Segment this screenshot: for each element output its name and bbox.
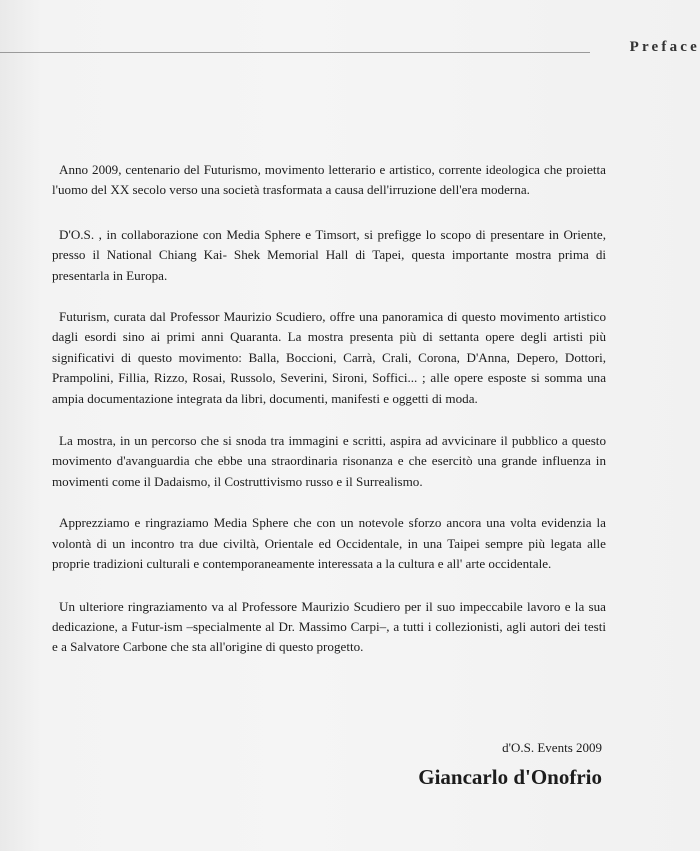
header-rule bbox=[0, 52, 590, 53]
signature-organization: d'O.S. Events 2009 bbox=[502, 740, 602, 755]
paragraph-exhibition: Futurism, curata dal Professor Maurizio Scudiero, offre una panoramica di questo movimento artistico dagli esordi sino ai primi anni Quaranta. La mostra presenta più di settanta opere degli artisti più significativi di questo movimento: Balla, Boccioni, Carrà, Crali, Corona, D'Anna, Depero, Dottori, Prampolini, Fillia, Rizzo, Rosai, Russolo, Severini, Sironi, Soffici... ; alle opere esposte si somma una ampia documentazione integrata da libri, documenti, manifesti e oggetti di moda. bbox=[52, 309, 606, 406]
signature-name: Giancarlo d'Onofrio bbox=[418, 765, 602, 789]
preface-body bbox=[52, 160, 606, 680]
paragraph-avant-garde: La mostra, in un percorso che si snoda tra immagini e scritti, aspira ad avvicinare il pubblico a questo movimento d'avanguardia che ebbe una straordinaria risonanza e che esercitò una grande influenza in movimenti come il Dadaismo, il Costruttivismo russo e il Surrealismo. bbox=[52, 433, 606, 489]
page-title: Preface bbox=[629, 39, 700, 55]
paragraph-centenary: Anno 2009, centenario del Futurismo, movimento letterario e artistico, corrente ideologica che proietta l'uomo del XX secolo verso una società trasformata a causa dell'irruzione dell'era moderna. bbox=[52, 162, 606, 198]
paragraph-thanks-media-sphere: Apprezziamo e ringraziamo Media Sphere che con un notevole sforzo ancora una volta evidenzia la volontà di un incontro tra due civiltà, Orientale ed Occidentale, in una Taipei sempre più legata alle proprie tradizioni culturali e contemporaneamente interessata a la cultura e all' arte occidentale. bbox=[52, 515, 606, 572]
signature-block bbox=[418, 740, 602, 790]
paragraph-collaboration: D'O.S. , in collaborazione con Media Sphere e Timsort, si prefigge lo scopo di presentare in Oriente, presso il National Chiang Kai- Shek Memorial Hall di Tapei, questa importante mostra prima di presentarla in Europa. bbox=[52, 226, 606, 283]
paragraph-further-thanks: Un ulteriore ringraziamento va al Professore Maurizio Scudiero per il suo impeccabile lavoro e la sua dedicazione, a Futur-ism –specialmente al Dr. Massimo Carpi–, a tutti i collezionisti, agli autori dei testi e a Salvatore Carbone che sta all'origine di questo progetto. bbox=[52, 598, 606, 655]
